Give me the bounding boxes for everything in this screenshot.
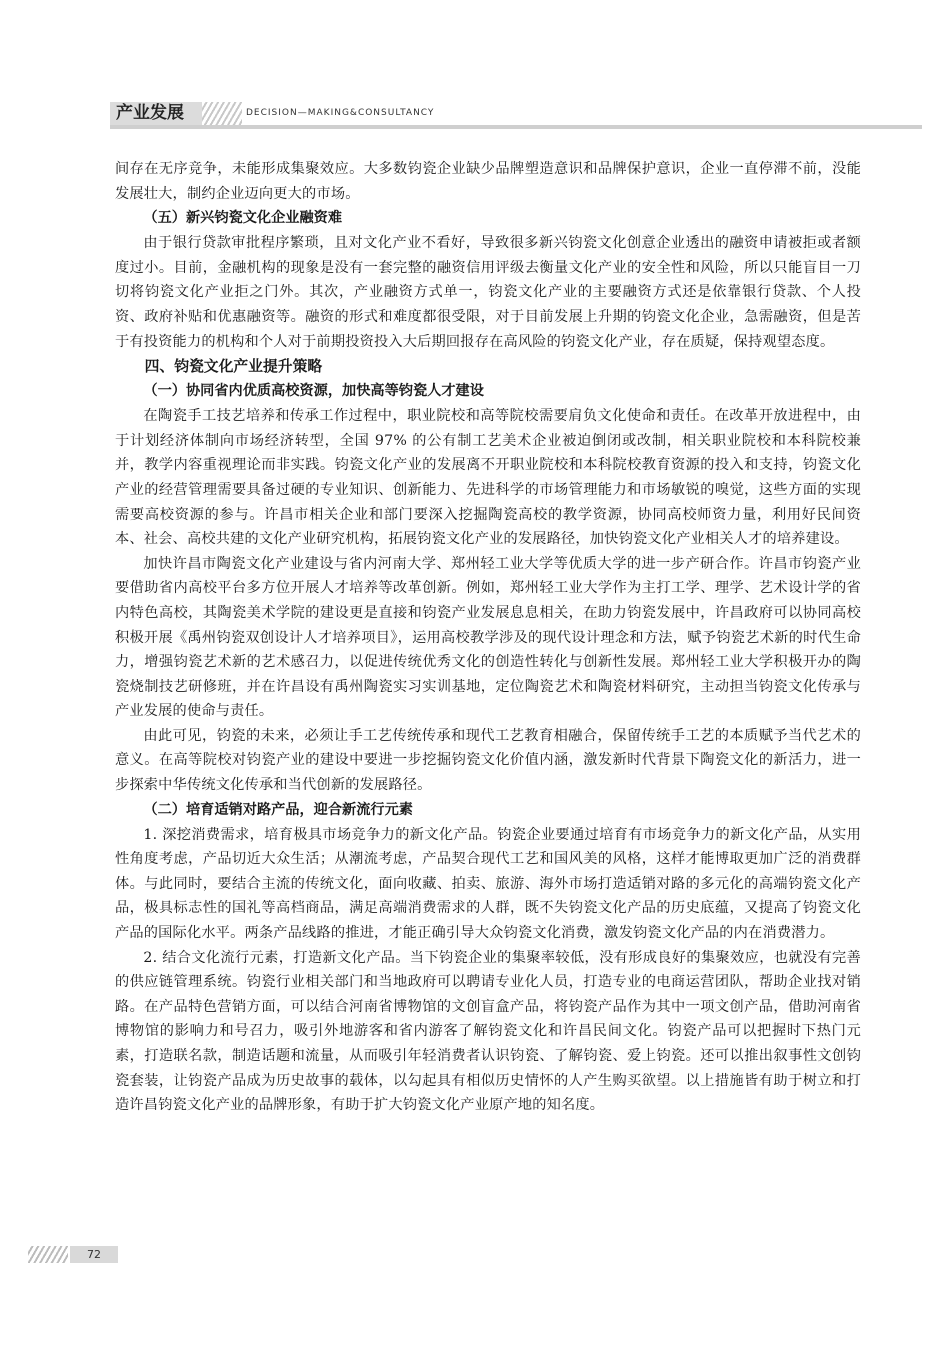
subheading-products: （二）培育适销对路产品，迎合新流行元素 [143, 801, 413, 818]
paragraph: 加快许昌市陶瓷文化产业建设与省内河南大学、郑州轻工业大学等优质大学的进一步产研合作。许昌市钧瓷产业要借助省内高校平台多方位开展人才培养等改革创新。例如，郑州轻工业大学作为主打工学、理学、艺术设计学的省内特色高校，其陶瓷美术学院的建设更是直接和钧瓷产业发展息息相关，在助力钧瓷发展中，许昌政府可以协同高校积极开展《禹州钧瓷双创设计人才培养项目》，运用高校教学涉及的现代设计理念和方法，赋予钧瓷艺术新的时代生命力，增强钧瓷艺术新的艺术感召力，以促进传统优秀文化的创造性转化与创新性发展。郑州轻工业大学积极开办的陶瓷烧制技艺研修班，并在许昌设有禹州陶瓷实习实训基地，定位陶瓷艺术和陶瓷材料研究，主动担当钧瓷文化传承与产业发展的使命与责任。 [115, 555, 861, 720]
page-footer [28, 1246, 118, 1263]
footer-hatch-decoration [28, 1246, 68, 1263]
subheading-financing: （五）新兴钧瓷文化企业融资难 [143, 210, 343, 227]
header-rule [110, 125, 922, 129]
paragraph: 由于银行贷款审批程序繁琐，且对文化产业不看好，导致很多新兴钧瓷文化创意企业透出的融资申请被拒或者额度过小。目前，金融机构的现象是没有一套完整的融资信用评级去衡量文化产业的安全性和风险，所以只能盲目一刀切将钧瓷文化产业拒之门外。其次，产业融资方式单一，钧瓷文化产业的主要融资方式还是依靠银行贷款、个人投资、政府补贴和优惠融资等。融资的形式和难度都很受限，对于目前发展上升期的钧瓷文化企业，急需融资，但是苦于有投资能力的机构和个人对于前期投资投入大后期回报存在高风险的钧瓷文化产业，存在质疑，保持观望态度。 [115, 235, 861, 350]
journal-name: DECISION—MAKING&CONSULTANCY [246, 108, 435, 118]
paragraph: 在陶瓷手工技艺培养和传承工作过程中，职业院校和高等院校需要肩负文化使命和责任。在改革开放进程中，由于计划经济体制向市场经济转型，全国 97% 的公有制工艺美术企业被迫倒闭或改制，相关职业院校和本科院校兼并，教学内容重视理论而非实践。钧瓷文化产业的发展离不开职业院校和本科院校教育资源的投入和支持，钧瓷文化产业的经营管理需要具备过硬的专业知识、创新能力、先进科学的市场管理能力和市场敏锐的嗅觉，这些方面的实现需要高校资源的参与。许昌市相关企业和部门要深入挖掘陶瓷高校的教学资源，协同高校师资力量，利用好民间资本、社会、高校共建的文化产业研究机构，拓展钧瓷文化产业的发展路径，加快钧瓷文化产业相关人才的培养建设。 [115, 408, 861, 548]
article-body [115, 157, 861, 1118]
paragraph: 1. 深挖消费需求，培育极具市场竞争力的新文化产品。钧瓷企业要通过培育有市场竞争力的新文化产品，从实用性角度考虑，产品切近大众生活；从潮流考虑，产品契合现代工艺和国风美的风格，这样才能博取更加广泛的消费群体。与此同时，要结合主流的传统文化，面向收藏、拍卖、旅游、海外市场打造适销对路的多元化的高端钧瓷文化产品，极具标志性的国礼等高档商品，满足高端消费需求的人群，既不失钧瓷文化产品的历史底蕴，又提高了钧瓷文化产品的国际化水平。两条产品线路的推进，才能正确引导大众钧瓷文化消费，激发钧瓷文化产品的内在消费潜力。 [115, 826, 861, 942]
paragraph-continued: 间存在无序竞争，未能形成集聚效应。大多数钧瓷企业缺少品牌塑造意识和品牌保护意识，企业一直停滞不前，没能发展壮大，制约企业迈向更大的市场。 [115, 161, 861, 202]
section-heading: 四、钧瓷文化产业提升策略 [144, 358, 323, 376]
page-number: 72 [70, 1246, 118, 1263]
subheading-talent: （一）协同省内优质高校资源，加快高等钧瓷人才建设 [143, 383, 484, 400]
page-header [110, 100, 922, 130]
paragraph: 由此可见，钧瓷的未来，必须让手工艺传统传承和现代工艺教育相融合，保留传统手工艺的本质赋予当代艺术的意义。在高等院校对钧瓷产业的建设中要进一步挖掘钧瓷文化价值内涵，激发新时代背景下陶瓷文化的新活力，进一步探索中华传统文化传承和当代创新的发展路径。 [115, 727, 861, 794]
section-label: 产业发展 [110, 102, 202, 125]
hatch-decoration [202, 102, 242, 125]
paragraph: 2. 结合文化流行元素，打造新文化产品。当下钧瓷企业的集聚率较低，没有形成良好的集聚效应，也就没有完善的供应链管理系统。钧瓷行业相关部门和当地政府可以聘请专业化人员，打造专业的电商运营团队，帮助企业找对销路。在产品特色营销方面，可以结合河南省博物馆的文创盲盒产品，将钧瓷产品作为其中一项文创产品，借助河南省博物馆的影响力和号召力，吸引外地游客和省内游客了解钧瓷文化和许昌民间文化。钧瓷产品可以把握时下热门元素，打造联名款，制造话题和流量，从而吸引年轻消费者认识钧瓷、了解钧瓷、爱上钧瓷。还可以推出叙事性文创钧瓷套装，让钧瓷产品成为历史故事的载体，以勾起具有相似历史情怀的人产生购买欲望。以上措施皆有助于树立和打造许昌钧瓷文化产业的品牌形象，有助于扩大钧瓷文化产业原产地的知名度。 [115, 949, 861, 1114]
